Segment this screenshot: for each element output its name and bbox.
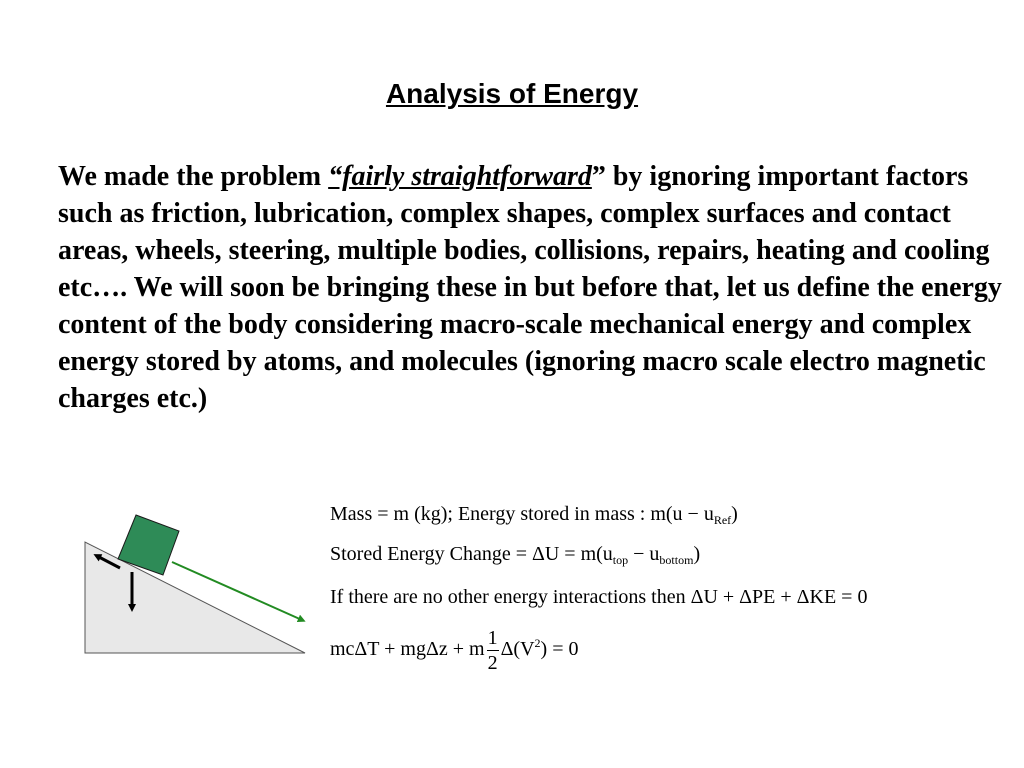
fraction-denominator: 2 <box>487 652 498 674</box>
equation-mass-subscript: Ref <box>713 513 732 527</box>
equation-stored-energy-mid: − u <box>628 543 660 565</box>
paragraph-text-start: We made the problem <box>58 161 329 192</box>
body-paragraph <box>58 158 1003 417</box>
equation-stored-energy <box>330 543 700 568</box>
fraction-half <box>487 626 499 675</box>
equation-stored-energy-close: ) <box>693 543 701 565</box>
equation-expanded-velocity: Δ(V <box>500 638 535 661</box>
equation-energy-balance: If there are no other energy interactions then ΔU + ΔPE + ΔKE = 0 <box>330 586 868 608</box>
equation-bottom-subscript: bottom <box>659 553 694 567</box>
equation-expanded-superscript: 2 <box>534 636 541 651</box>
equation-mass-close: ) <box>731 503 738 525</box>
paragraph-text-end: ” by ignoring important factors such as friction, lubrication, complex shapes, complex surfaces and contact areas, wheels, steering, multiple bodies, collisions, repairs, heating and cooling etc…. We will soon be bringing these in but before that, let us define the energy content of the body considering macro-scale mechanical energy and complex energy stored by atoms, and molecules (ignoring macro scale electro magnetic charges etc.) <box>58 161 1002 414</box>
equation-stored-energy-text: Stored Energy Change = ΔU = m(u <box>330 543 613 565</box>
fraction-numerator: 1 <box>487 627 498 649</box>
inclined-plane-diagram <box>80 510 320 660</box>
paragraph-emphasis: “fairly straightforward <box>328 161 592 192</box>
equation-mass <box>330 503 738 528</box>
equation-mass-text: Mass = m (kg); Energy stored in mass : m(u − u <box>330 503 714 525</box>
equation-expanded-close: ) = 0 <box>540 638 579 661</box>
page-title: Analysis of Energy <box>385 78 639 109</box>
equation-expanded-prefix: mcΔT + mgΔz + m <box>330 638 485 661</box>
equation-top-subscript: top <box>612 553 629 567</box>
equation-expanded <box>330 626 578 675</box>
